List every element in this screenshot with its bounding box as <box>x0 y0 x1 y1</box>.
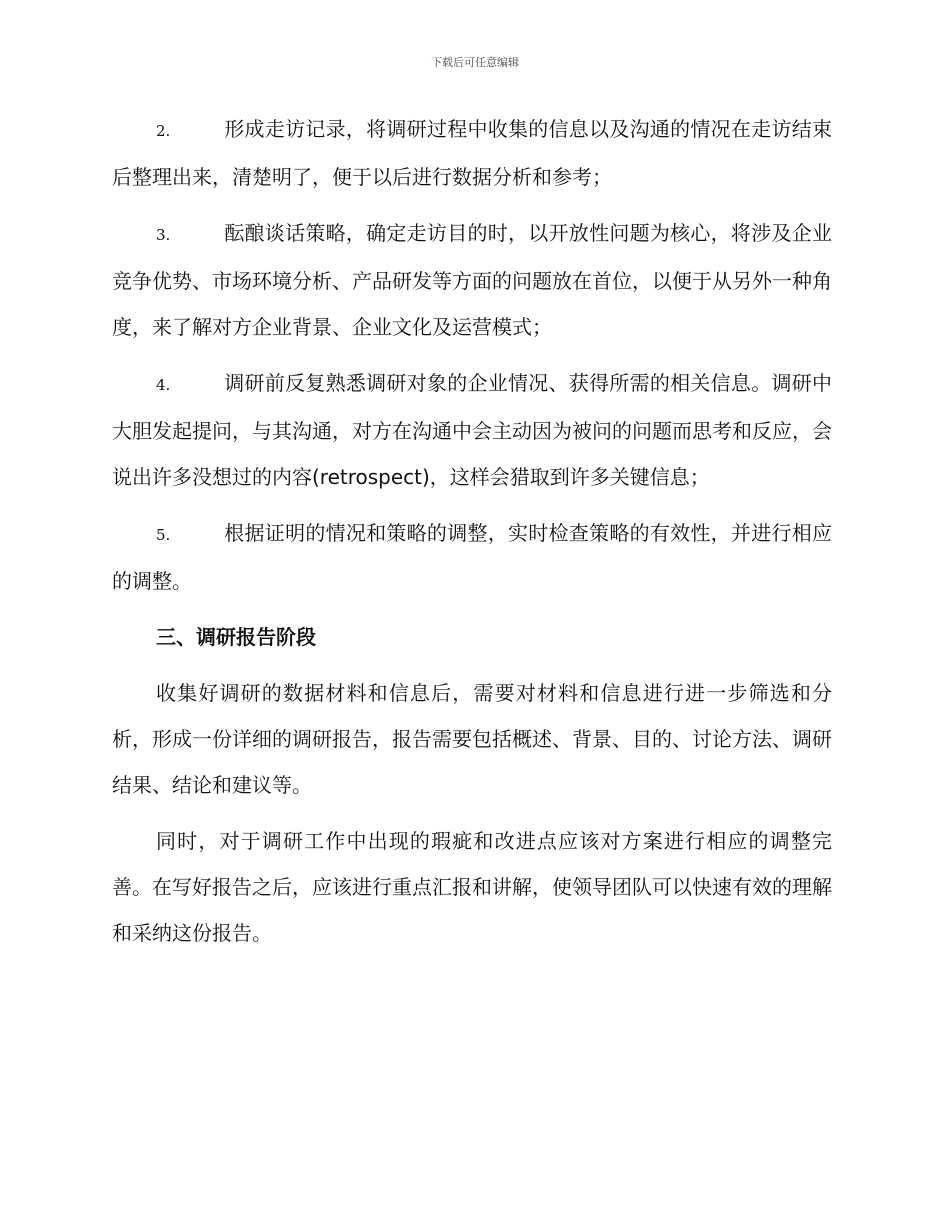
list-item-number: 5. <box>156 526 171 544</box>
page-header: 下载后可任意编辑 <box>431 56 519 69</box>
list-item-text: 根据证明的情况和策略的调整，实时检查策略的有效性，并进行相应的调整。 <box>112 521 832 593</box>
list-item-text: 形成走访记录，将调研过程中收集的信息以及沟通的情况在走访结束后整理出来，清楚明了，便于以后进行数据分析和参考； <box>112 117 832 189</box>
list-item <box>112 106 832 200</box>
list-item-number: 2. <box>156 122 171 140</box>
section-heading: 三、调研报告阶段 <box>156 625 316 649</box>
list-item-number: 4. <box>156 376 171 394</box>
body-paragraph: 同时，对于调研工作中出现的瑕疵和改进点应该对方案进行相应的调整完善。在写好报告之后，应该进行重点汇报和讲解，使领导团队可以快速有效的理解和采纳这份报告。 <box>112 829 832 945</box>
list-item <box>112 210 832 350</box>
list-item <box>112 510 832 604</box>
list-item-text: 调研前反复熟悉调研对象的企业情况、获得所需的相关信息。调研中大胆发起提问，与其沟通，对方在沟通中会主动因为被问的问题而思考和反应，会说出许多没想过的内容(retrospect)，这样会猎取到许多关键信息； <box>112 371 832 489</box>
list-item-text: 酝酿谈话策略，确定走访目的时，以开放性问题为核心，将涉及企业竞争优势、市场环境分析、产品研发等方面的问题放在首位，以便于从另外一种角度，来了解对方企业背景、企业文化及运营模式； <box>112 221 832 339</box>
list-item <box>112 360 832 500</box>
list-item-number: 3. <box>156 226 171 244</box>
document-body <box>112 106 832 966</box>
body-paragraph: 收集好调研的数据材料和信息后，需要对材料和信息进行进一步筛选和分析，形成一份详细的调研报告，报告需要包括概述、背景、目的、讨论方法、调研结果、结论和建议等。 <box>112 681 832 797</box>
